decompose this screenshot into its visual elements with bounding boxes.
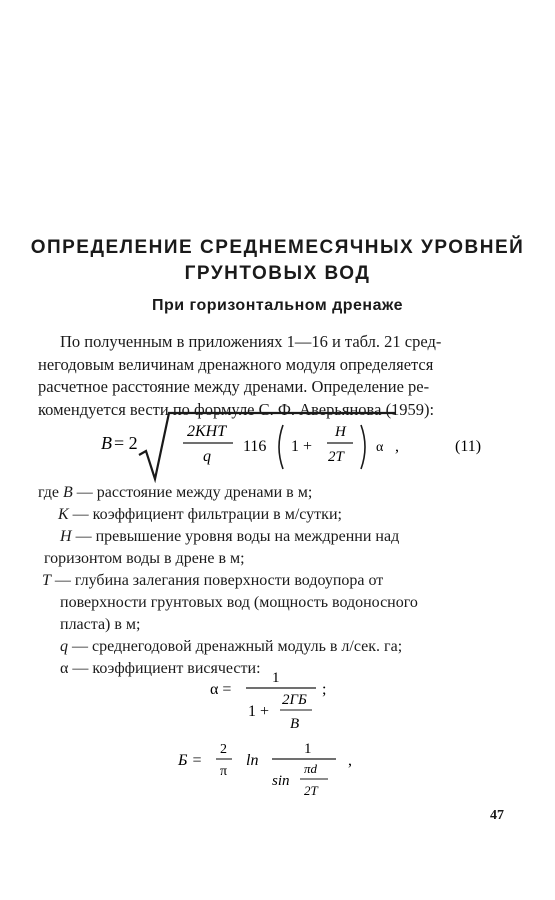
b-num: 1 — [304, 741, 312, 757]
formula-eq: = 2 — [114, 433, 138, 453]
paren-right — [361, 425, 365, 469]
formula-number: (11) — [455, 438, 482, 455]
definition-text: — среднегодовой дренажный модуль в л/сек. га; — [72, 638, 403, 655]
definition-symbol: K — [58, 506, 69, 523]
b-coef-num: 2 — [220, 742, 227, 757]
definition-text: — превышение уровня воды на междренни над — [75, 528, 400, 545]
formula-trail: , — [395, 438, 399, 455]
definition-symbol: B — [63, 484, 73, 501]
formula-spacing — [95, 403, 515, 483]
b-sin: sin — [272, 773, 290, 789]
paren-left — [279, 425, 283, 469]
intro-line: расчетное расстояние между дренами. Определение ре- — [38, 377, 430, 396]
alpha-num: 1 — [272, 670, 280, 686]
section-title-line1: ОПРЕДЕЛЕНИЕ СРЕДНЕМЕСЯЧНЫХ УРОВНЕЙ — [30, 237, 525, 258]
definition-symbol: H — [60, 528, 72, 545]
definition-row — [38, 614, 516, 636]
definition-row — [38, 526, 516, 548]
radical-sign — [139, 413, 395, 479]
definition-row — [38, 636, 516, 658]
formula-inner-num: H — [335, 424, 346, 440]
definition-text: горизонтом воды в дрене в м; — [44, 550, 245, 567]
formula-lhs: B — [101, 433, 112, 453]
definition-symbol: q — [60, 638, 68, 655]
alpha-lhs: α = — [210, 681, 232, 698]
definition-text: — глубина залегания поверхности водоупора от — [54, 572, 384, 589]
formula-den: q — [203, 448, 211, 465]
section-title-line2: ГРУНТОВЫХ ВОД — [184, 263, 371, 284]
b-trail: , — [348, 752, 352, 769]
definition-row — [38, 482, 516, 504]
definition-symbol: T — [42, 572, 51, 589]
formula-exponent: α — [376, 440, 384, 455]
formula-alpha — [208, 664, 348, 741]
formula-coef: 116 — [243, 438, 267, 455]
b-arg-den: 2T — [304, 783, 318, 798]
intro-line: По полученным в приложениях 1—16 и табл. 21 сред- — [60, 332, 442, 351]
page-number: 47 — [490, 808, 504, 823]
definition-row — [38, 548, 516, 570]
definition-text: — коэффициент фильтрации в м/сутки; — [72, 506, 342, 523]
definition-lead: где — [38, 484, 60, 501]
definition-text: — коэффициент висячести: — [72, 660, 261, 677]
formula-spacing-svg — [95, 403, 515, 483]
b-lhs: Б = — [178, 752, 203, 769]
definition-text: поверхности грунтовых вод (мощность водоносного — [60, 594, 418, 611]
formula-inner-one: 1 + — [291, 438, 313, 455]
alpha-den-one: 1 + — [248, 703, 270, 720]
definition-row — [38, 592, 516, 614]
alpha-trail: ; — [322, 681, 327, 698]
intro-line: комендуется вести по формуле С. Ф. Аверьянова (1959): — [38, 399, 435, 419]
b-arg-num: πd — [304, 761, 318, 776]
formula-b — [176, 735, 376, 810]
alpha-den-num: 2ГБ — [282, 692, 307, 708]
definition-text: — расстояние между дренами в м; — [76, 484, 313, 501]
definition-row — [38, 570, 516, 592]
formula-alpha-svg — [208, 664, 348, 736]
formula-inner-den: 2T — [328, 449, 344, 465]
b-coef-den: π — [220, 764, 228, 779]
definition-row — [38, 504, 516, 526]
intro-line: негодовым величинам дренажного модуля определяется — [38, 354, 434, 374]
definition-text: пласта) в м; — [60, 616, 141, 633]
definition-symbol: α — [60, 660, 69, 677]
subsection-title: При горизонтальном дренаже — [151, 297, 404, 314]
definitions-list — [38, 482, 516, 680]
formula-num: 2KHT — [187, 423, 227, 440]
alpha-den-den: B — [290, 716, 300, 732]
formula-b-svg — [176, 735, 376, 805]
b-ln: ln — [246, 752, 259, 769]
